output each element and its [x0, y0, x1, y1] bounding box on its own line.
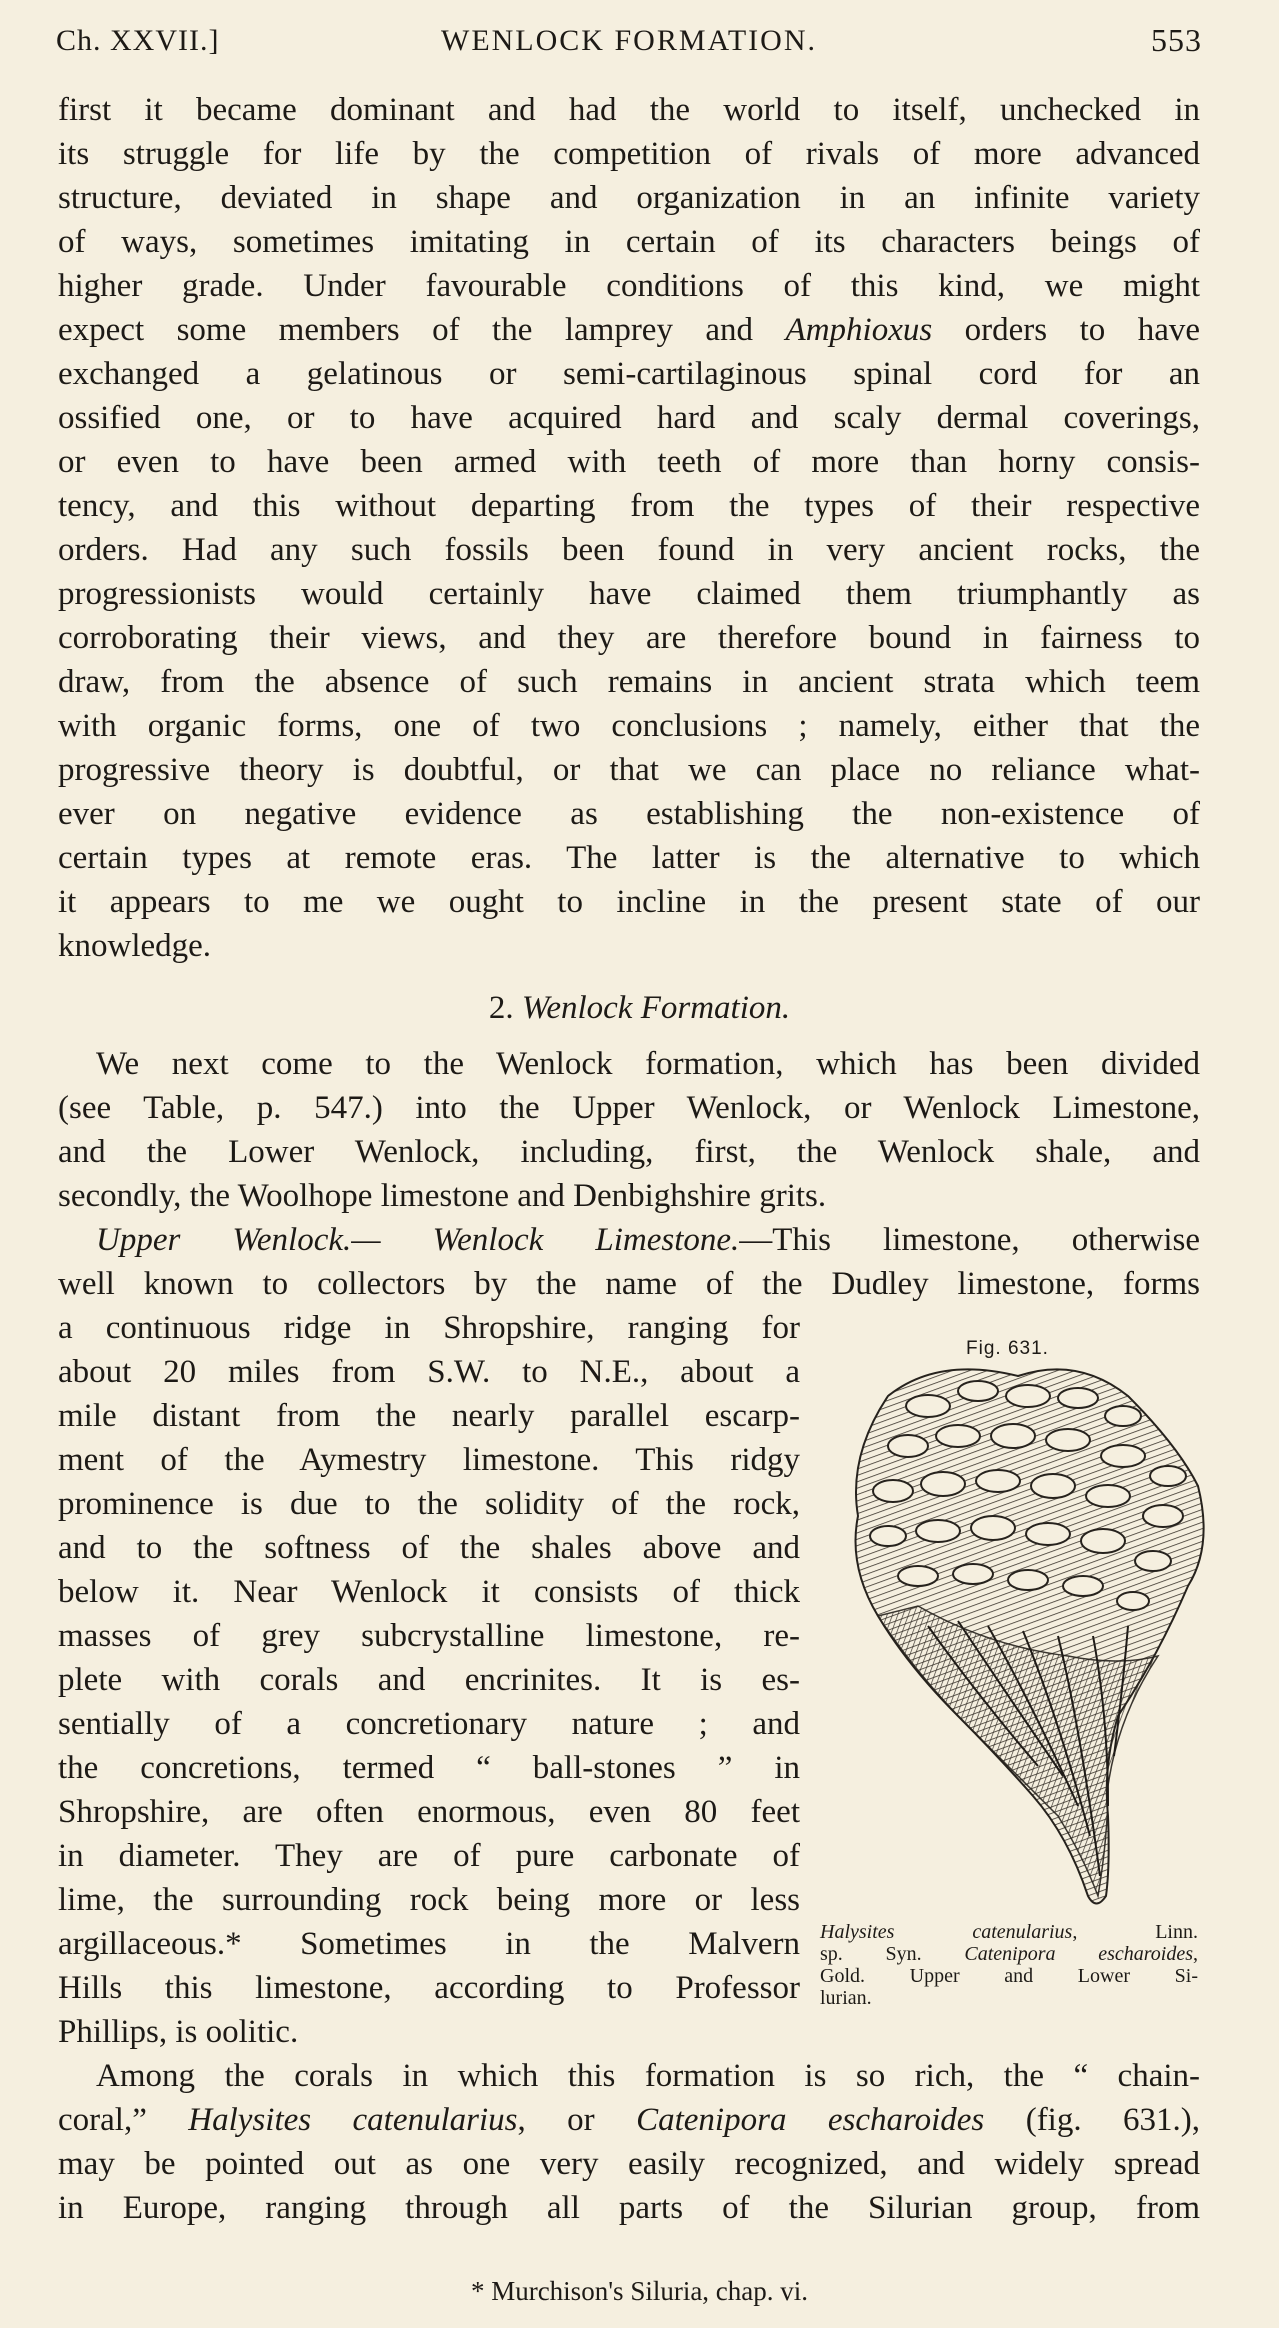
text-line: progressionists would certainly have claimed them triumphantly as — [58, 576, 1200, 612]
running-header — [56, 22, 1202, 62]
text-line: may be pointed out as one very easily recognized, and widely spread — [58, 2146, 1200, 2182]
text-line: ossified one, or to have acquired hard and scaly dermal coverings, — [58, 400, 1200, 436]
caption-line: lurian. — [820, 1987, 872, 2009]
text-line: in diameter. They are of pure carbonate of — [58, 1838, 800, 1874]
coral-fossil-illustration — [818, 1336, 1208, 1916]
text-line: secondly, the Woolhope limestone and Denbighshire grits. — [58, 1178, 827, 1214]
text-line: with organic forms, one of two conclusions ; namely, either that the — [58, 708, 1200, 744]
text-line: tency, and this without departing from the types of their respective — [58, 488, 1200, 524]
taxon-name: Catenipora escharoides — [636, 2102, 985, 2138]
text-line: argillaceous.* Sometimes in the Malvern — [58, 1926, 800, 1962]
text-line: Hills this limestone, according to Professor — [58, 1970, 800, 2006]
text-line: and the Lower Wenlock, including, first, the Wenlock shale, and — [58, 1134, 1200, 1170]
text-line: below it. Near Wenlock it consists of thick — [58, 1574, 800, 1610]
text-line: certain types at remote eras. The latter is the alternative to which — [58, 840, 1200, 876]
text-line: about 20 miles from S.W. to N.E., about a — [58, 1354, 800, 1390]
text-line: Among the corals in which this formation is so rich, the “ chain- — [96, 2058, 1200, 2094]
running-title: WENLOCK FORMATION. — [441, 24, 817, 57]
text-line: orders. Had any such fossils been found in very ancient rocks, the — [58, 532, 1200, 568]
text-line: progressive theory is doubtful, or that we can place no reliance what- — [58, 752, 1200, 788]
caption-line: Gold. Upper and Lower Si- — [820, 1965, 1198, 1987]
text-line: well known to collectors by the name of the Dudley limestone, forms — [58, 1266, 1200, 1302]
text-line: ment of the Aymestry limestone. This ridgy — [58, 1442, 800, 1478]
text-line: it appears to me we ought to incline in the present state of our — [58, 884, 1200, 920]
figure-caption — [820, 1921, 1198, 2009]
text-line: coral,” Halysites catenularius, or Catenipora escharoides (fig. 631.), — [58, 2102, 1201, 2138]
text-line: corroborating their views, and they are therefore bound in fairness to — [58, 620, 1200, 656]
chapter-label: Ch. XXVII.] — [56, 24, 220, 57]
text-line: its struggle for life by the competition of rivals of more advanced — [58, 136, 1200, 172]
text-line: ever on negative evidence as establishing the non-existence of — [58, 796, 1200, 832]
text-line: Shropshire, are often enormous, even 80 feet — [58, 1794, 800, 1830]
text-line: exchanged a gelatinous or semi-cartilaginous spinal cord for an — [58, 356, 1200, 392]
taxon-name: Halysites catenularius — [188, 2102, 518, 2138]
text-line: a continuous ridge in Shropshire, ranging for — [58, 1310, 800, 1346]
text-line: structure, deviated in shape and organization in an infinite variety — [58, 180, 1200, 216]
section-title: Wenlock Formation. — [521, 990, 791, 1026]
text-line: in Europe, ranging through all parts of the Silurian group, from — [58, 2190, 1200, 2226]
text-line: (see Table, p. 547.) into the Upper Wenlock, or Wenlock Limestone, — [58, 1090, 1200, 1126]
footnote: * Murchison's Siluria, chap. vi. — [470, 2276, 809, 2306]
figure-label: Fig. 631. — [966, 1338, 1049, 1359]
text-line: knowledge. — [58, 928, 212, 964]
text-line: the concretions, termed “ ball-stones ” in — [58, 1750, 800, 1786]
text-line: higher grade. Under favourable conditions of this kind, we might — [58, 268, 1200, 304]
text-line: plete with corals and encrinites. It is es- — [58, 1662, 800, 1698]
text-line: lime, the surrounding rock being more or less — [58, 1882, 800, 1918]
text-line: or even to have been armed with teeth of more than horny consis- — [58, 444, 1200, 480]
subsection-title: Upper Wenlock.— Wenlock Limestone. — [96, 1222, 740, 1258]
section-heading — [0, 986, 1279, 1030]
text-line: expect some members of the lamprey and Amphioxus orders to have — [58, 312, 1200, 348]
taxon-name: Amphioxus — [785, 312, 933, 348]
text-line: mile distant from the nearly parallel escarp- — [58, 1398, 800, 1434]
section-number: 2. — [488, 990, 514, 1026]
text-line: of ways, sometimes imitating in certain of its characters beings of — [58, 224, 1200, 260]
text-line: prominence is due to the solidity of the rock, — [58, 1486, 800, 1522]
text-line: masses of grey subcrystalline limestone, re- — [58, 1618, 800, 1654]
text-line: Upper Wenlock.— Wenlock Limestone.—This limestone, otherwise — [96, 1222, 1200, 1258]
text-line: We next come to the Wenlock formation, which has been divided — [96, 1046, 1200, 1082]
text-line: sentially of a concretionary nature ; and — [58, 1706, 800, 1742]
caption-line: Halysites catenularius, Linn. — [820, 1921, 1198, 1943]
text-line: and to the softness of the shales above and — [58, 1530, 800, 1566]
text-line: first it became dominant and had the world to itself, unchecked in — [58, 92, 1200, 128]
page-number: 553 — [1151, 22, 1202, 58]
caption-line: sp. Syn. Catenipora escharoides, — [820, 1943, 1198, 1965]
text-line: draw, from the absence of such remains in ancient strata which teem — [58, 664, 1200, 700]
text-line: Phillips, is oolitic. — [58, 2014, 299, 2050]
